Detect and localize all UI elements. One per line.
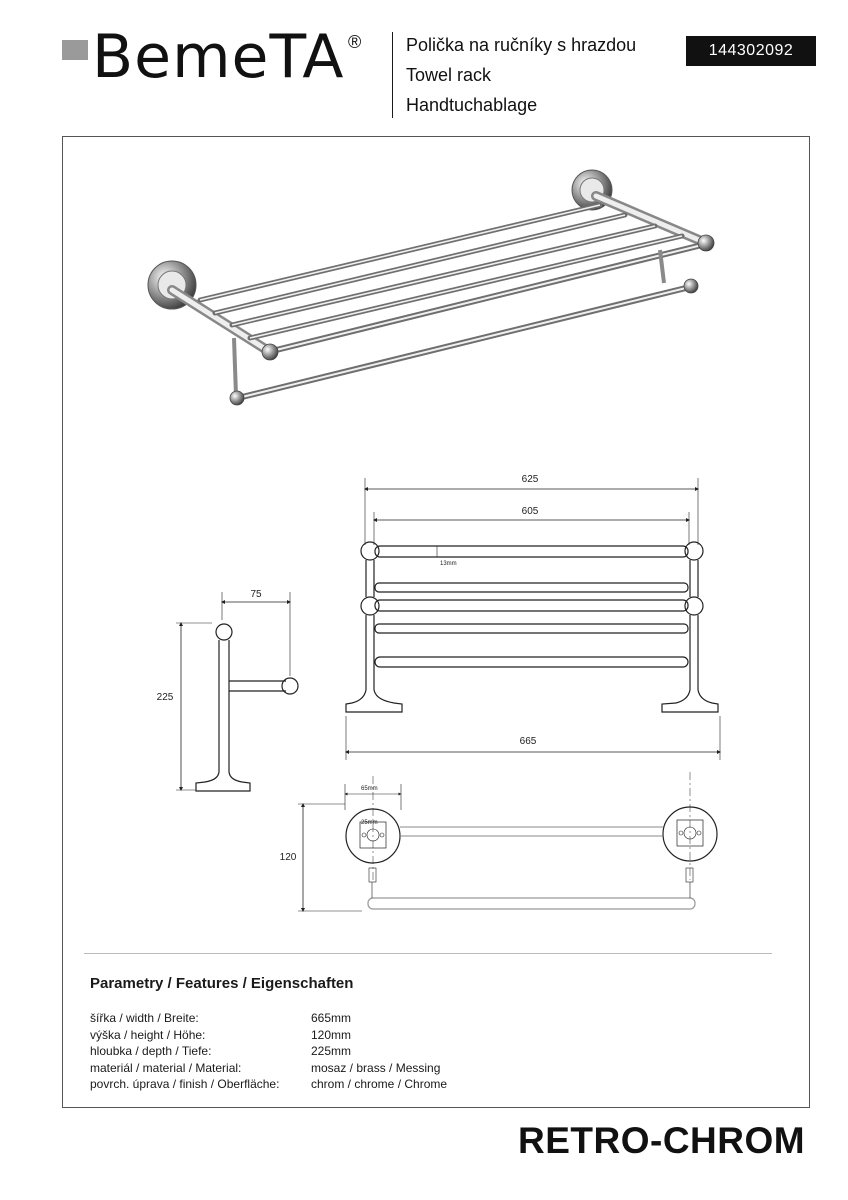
dim-label-65mm: 65mm bbox=[361, 786, 378, 792]
dim-label-605: 605 bbox=[521, 506, 539, 517]
spec-label: materiál / material / Material: bbox=[90, 1060, 242, 1075]
spec-value: chrom / chrome / Chrome bbox=[311, 1077, 448, 1091]
dim-label-120: 120 bbox=[279, 852, 297, 863]
title-german: Handtuchablage bbox=[406, 95, 538, 115]
side-view-drawing bbox=[176, 592, 298, 791]
title-czech: Polička na ručníky s hrazdou bbox=[406, 35, 637, 55]
top-view-drawing bbox=[298, 772, 717, 911]
spec-label: výška / height / Höhe: bbox=[90, 1027, 206, 1042]
spec-label: hloubka / depth / Tiefe: bbox=[90, 1044, 212, 1058]
series-name: RETRO-CHROM bbox=[518, 1120, 806, 1161]
product-code: 144302092 bbox=[686, 36, 816, 66]
spec-row-depth bbox=[90, 1043, 447, 1060]
spec-row-width bbox=[90, 1010, 447, 1027]
product-photo bbox=[148, 170, 714, 405]
spec-value: 120mm bbox=[311, 1027, 352, 1042]
front-elevation-drawing bbox=[346, 478, 720, 760]
features-divider bbox=[84, 953, 772, 954]
spec-row-height bbox=[90, 1027, 447, 1044]
spec-value: 665mm bbox=[311, 1011, 352, 1025]
dim-label-25mm: 25mm bbox=[361, 820, 378, 826]
registered-mark: ® bbox=[348, 32, 362, 52]
spec-label: povrch. úprava / finish / Oberfläche: bbox=[90, 1077, 280, 1091]
dim-label-13mm: 13mm bbox=[440, 561, 457, 567]
spec-row-finish bbox=[90, 1076, 447, 1093]
spec-row-material bbox=[90, 1060, 447, 1077]
brand-logo: BemeTA bbox=[92, 22, 345, 92]
features-heading: Parametry / Features / Eigenschaften bbox=[90, 975, 354, 992]
title-english: Towel rack bbox=[406, 65, 492, 85]
spec-table bbox=[90, 1010, 447, 1093]
dim-label-625: 625 bbox=[521, 474, 539, 485]
dim-label-665: 665 bbox=[519, 736, 537, 747]
spec-value: mosaz / brass / Messing bbox=[311, 1060, 441, 1075]
spec-label: šířka / width / Breite: bbox=[90, 1011, 199, 1025]
spec-value: 225mm bbox=[311, 1044, 352, 1058]
dim-label-225: 225 bbox=[156, 692, 174, 703]
dim-label-75: 75 bbox=[250, 589, 262, 600]
